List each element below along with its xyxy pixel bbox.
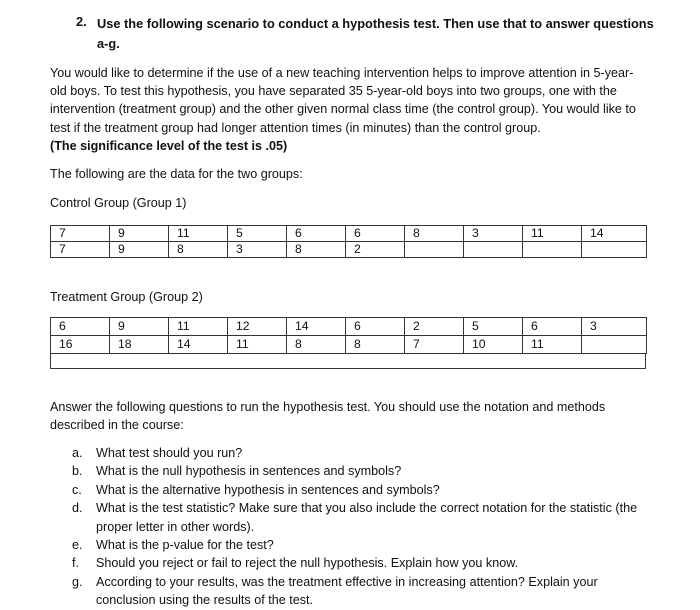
table-cell: 8 [346, 336, 405, 354]
subquestion-text: What is the p-value for the test? [96, 538, 274, 553]
subquestion-text: What test should you run? [96, 446, 243, 460]
table-cell: 11 [169, 226, 228, 242]
table-cell: 11 [228, 336, 287, 354]
table-cell: 3 [464, 226, 523, 242]
table-cell: 12 [228, 318, 287, 336]
subquestion-f [70, 554, 650, 572]
table-cell: 8 [405, 226, 464, 242]
subquestion-letter: g. [72, 574, 83, 589]
table-cell: 6 [523, 318, 582, 336]
table-cell: 9 [110, 318, 169, 336]
table-cell: 7 [405, 336, 464, 354]
subquestion-c [70, 481, 650, 499]
table-cell [464, 242, 523, 258]
control-group-table [50, 225, 647, 258]
table-cell: 8 [287, 242, 346, 258]
table-cell: 7 [51, 242, 110, 258]
subquestion-letter: e. [72, 538, 83, 553]
table-cell: 7 [51, 226, 110, 242]
table-cell [582, 242, 647, 258]
table-cell: 11 [169, 318, 228, 336]
scenario-paragraph [50, 64, 650, 155]
subquestion-letter: d. [72, 501, 83, 516]
subquestion-letter: a. [72, 446, 83, 460]
subquestion-g [70, 573, 650, 610]
control-row-2 [51, 242, 647, 258]
table-cell [582, 336, 647, 354]
control-row-1 [51, 226, 647, 242]
subquestion-list [70, 444, 650, 610]
table-cell: 6 [287, 226, 346, 242]
treatment-row-1 [51, 318, 647, 336]
subquestion-b [70, 462, 650, 480]
subquestion-a [70, 444, 650, 462]
subquestion-letter: b. [72, 464, 83, 479]
table-cell: 6 [346, 318, 405, 336]
table-cell: 3 [228, 242, 287, 258]
subquestion-text: According to your results, was the treatment effective in increasing attention? Explain your conclusion using the results of the test. [96, 574, 598, 608]
treatment-group-label: Treatment Group (Group 2) [50, 290, 203, 304]
table-cell: 2 [346, 242, 405, 258]
table-cell: 11 [523, 226, 582, 242]
table-cell [523, 242, 582, 258]
table-cell: 10 [464, 336, 523, 354]
table-cell: 5 [228, 226, 287, 242]
subquestion-letter: c. [72, 482, 82, 497]
data-intro: The following are the data for the two groups: [50, 167, 303, 181]
table-cell [405, 242, 464, 258]
subquestion-e [70, 536, 650, 554]
table-cell: 8 [169, 242, 228, 258]
answer-instructions: Answer the following questions to run the hypothesis test. You should use the notation and methods described in the course: [50, 400, 606, 433]
question-title: Use the following scenario to conduct a hypothesis test. Then use that to answer questions a-g. [97, 16, 654, 51]
subquestion-d [70, 499, 650, 536]
treatment-row-2 [51, 336, 647, 354]
subquestion-letter: f. [72, 556, 79, 571]
significance-level: (The significance level of the test is .05) [50, 138, 288, 153]
table-cell: 14 [287, 318, 346, 336]
subquestion-text: Should you reject or fail to reject the null hypothesis. Explain how you know. [96, 556, 519, 571]
table-cell: 9 [110, 242, 169, 258]
scenario-text: You would like to determine if the use of a new teaching intervention helps to improve attention in 5-year-old boys. To test this hypothesis, you have separated 35 5-year-old boys into two groups, one with the intervention (treatment group) and the other given normal class time (the control group). You would like to test if the treatment group had longer attention times (in minutes) than the control group. [50, 66, 636, 135]
subquestion-text: What is the null hypothesis in sentences and symbols? [96, 464, 402, 479]
treatment-table-frame [50, 354, 646, 369]
subquestion-text: What is the test statistic? Make sure that you also include the correct notation for the statistic (the proper letter in other words). [96, 501, 638, 534]
table-cell: 14 [582, 226, 647, 242]
table-cell: 18 [110, 336, 169, 354]
treatment-group-table [50, 317, 647, 354]
table-cell: 3 [582, 318, 647, 336]
table-cell: 6 [346, 226, 405, 242]
table-cell: 11 [523, 336, 582, 354]
table-cell: 6 [51, 318, 110, 336]
table-cell: 16 [51, 336, 110, 354]
control-group-label: Control Group (Group 1) [50, 196, 187, 210]
table-cell: 14 [169, 336, 228, 354]
question-number: 2. [76, 14, 87, 29]
table-cell: 2 [405, 318, 464, 336]
table-cell: 9 [110, 226, 169, 242]
subquestion-text: What is the alternative hypothesis in sentences and symbols? [96, 482, 440, 497]
table-cell: 8 [287, 336, 346, 354]
table-cell: 5 [464, 318, 523, 336]
